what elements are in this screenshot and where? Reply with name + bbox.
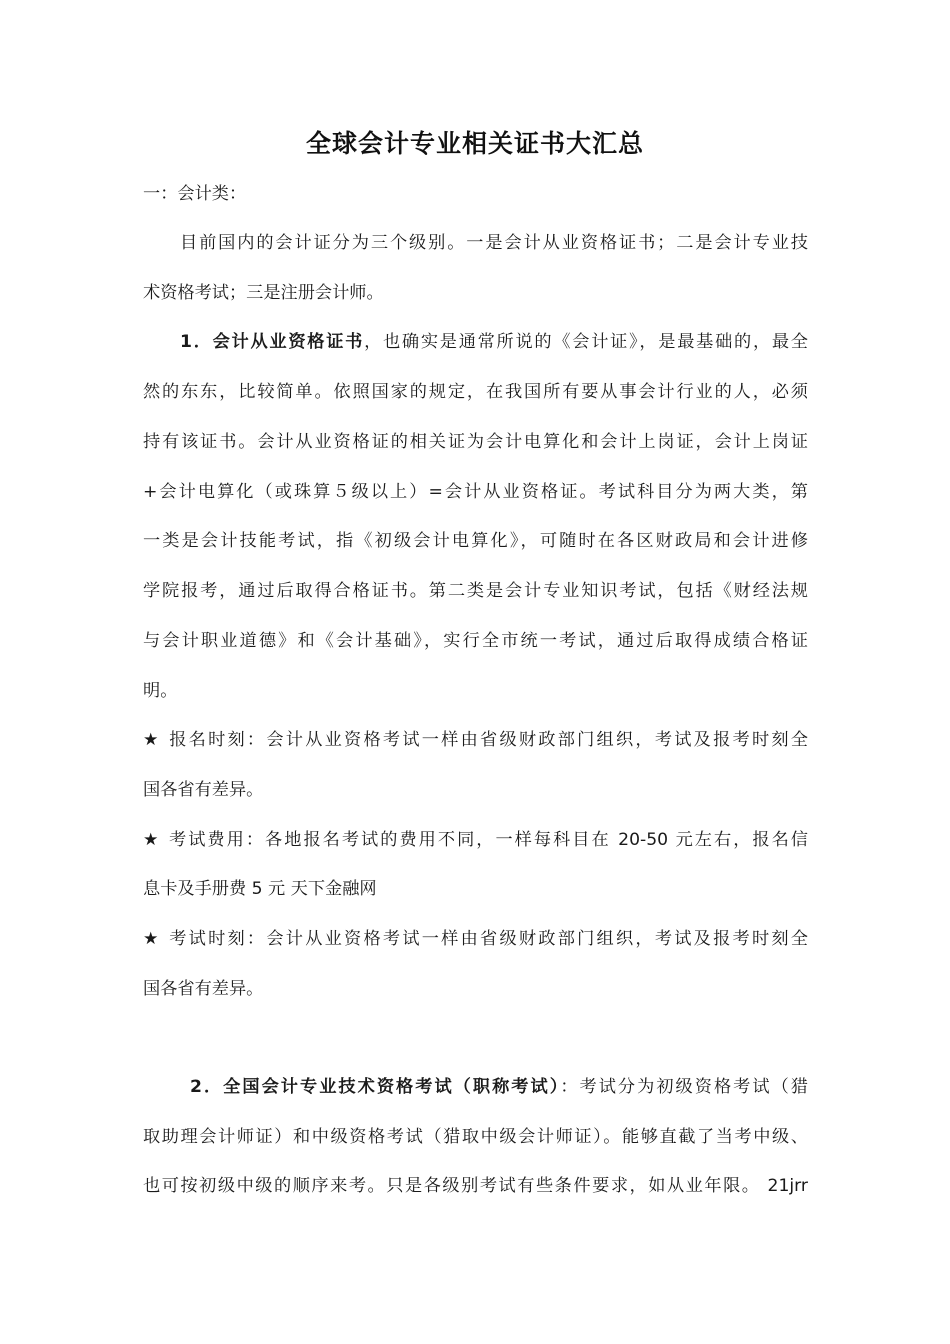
item2-line: 也可按初级中级的顺序来考。只是各级别考试有些条件要求，如从业年限。 21jrr (143, 1176, 808, 1196)
intro-line-2: 术资格考试；三是注册会计师。 (143, 283, 384, 303)
note-registration-line-2: 国各省有差异。 (143, 780, 264, 800)
item2-heading: 2．全国会计专业技术资格考试（职称考试） (190, 1077, 561, 1097)
note-exam-time-line-1: ★ 考试时刻：会计从业资格考试一样由省级财政部门组织，考试及报考时刻全 (143, 925, 808, 953)
star-icon: ★ (143, 730, 159, 750)
item1-line: 持有该证书。会计从业资格证的相关证为会计电算化和会计上岗证，会计上岗证 (143, 432, 808, 452)
item1-first-line (180, 328, 808, 356)
note-fee-line-1: ★ 考试费用：各地报名考试的费用不同，一样每科目在 20-50 元左右，报名信 (143, 826, 808, 854)
star-icon: ★ (143, 929, 159, 949)
star-icon: ★ (143, 830, 159, 850)
item2-first-line (190, 1073, 808, 1101)
item2-line: 取助理会计师证）和中级资格考试（猎取中级会计师证）。能够直截了当考中级、 (143, 1127, 808, 1147)
item1-line: 学院报考，通过后取得合格证书。第二类是会计专业知识考试，包括《财经法规 (143, 581, 808, 601)
note-registration-line-1: ★ 报名时刻：会计从业资格考试一样由省级财政部门组织，考试及报考时刻全 (143, 726, 808, 754)
item1-line: 然的东东，比较简单。依照国家的规定，在我国所有要从事会计行业的人，必须 (143, 382, 808, 402)
note-exam-time-line-2: 国各省有差异。 (143, 979, 264, 999)
item1-line: 一类是会计技能考试，指《初级会计电算化》，可随时在各区财政局和会计进修 (143, 531, 808, 551)
item1-line: 与会计职业道德》和《会计基础》，实行全市统一考试，通过后取得成绩合格证 (143, 631, 808, 651)
item1-line: 明。 (143, 681, 178, 701)
document-title: 全球会计专业相关证书大汇总 (305, 129, 644, 158)
section-heading: 一：会计类： (143, 184, 247, 204)
item1-first-line-rest: ，也确实是通常所说的《会计证》，是最基础的，最全 (364, 332, 808, 352)
item1-heading: 1．会计从业资格证书 (180, 332, 365, 352)
item1-line: +会计电算化（或珠算５级以上）=会计从业资格证。考试科目分为两大类，第 (143, 482, 808, 502)
note-fee-line-2: 息卡及手册费 5 元 天下金融网 (143, 879, 377, 899)
intro-line-1: 目前国内的会计证分为三个级别。一是会计从业资格证书；二是会计专业技 (180, 233, 808, 253)
item2-first-line-rest: ：考试分为初级资格考试（猎 (560, 1077, 808, 1097)
